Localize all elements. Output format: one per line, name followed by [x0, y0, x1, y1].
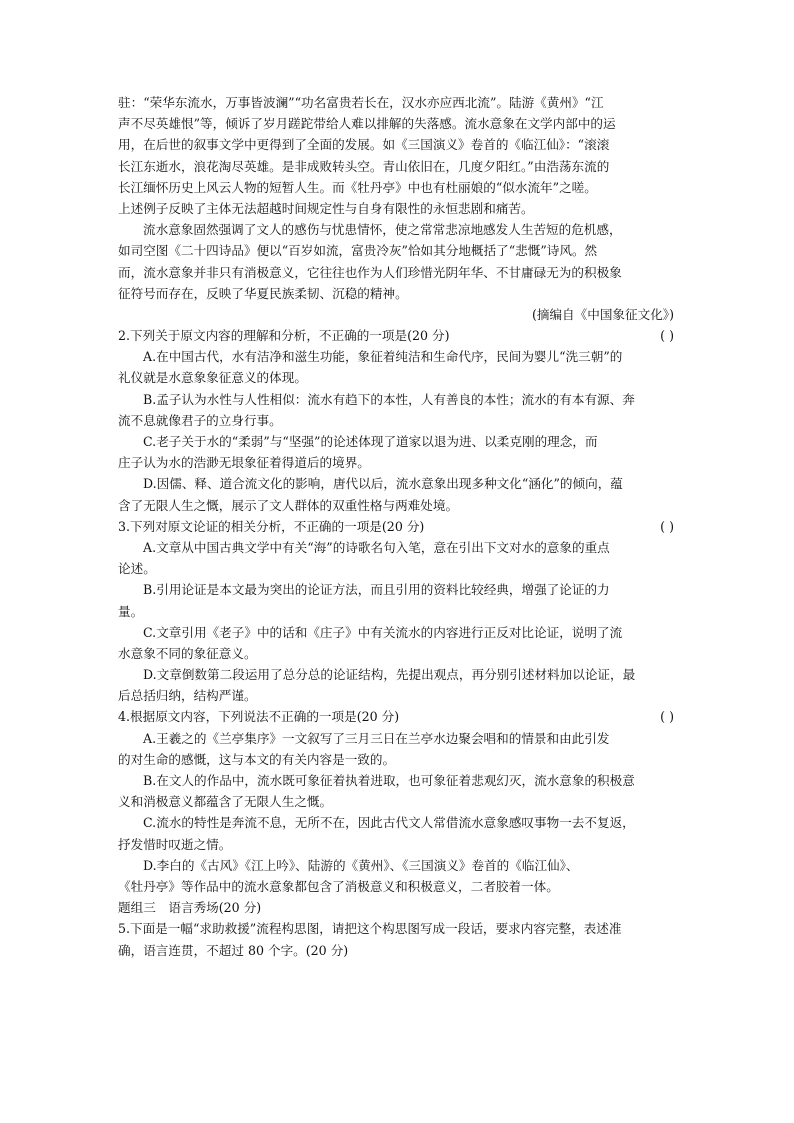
passage-paragraph-2 [118, 219, 674, 304]
option-c: C.老子关于水的“柔弱”与“坚强”的论述体现了道家以退为进、以柔克刚的理念，而 [143, 434, 598, 449]
question-5 [118, 918, 674, 960]
option-a-cont: 的对生命的感慨，这与本文的有关内容是一致的。 [118, 751, 396, 767]
option-c: C.流水的特性是奔流不息，无所不在，因此古代文人常借流水意象感叹事物一去不复返， [143, 815, 635, 831]
question-4 [118, 706, 674, 897]
option-c-cont: 庄子认为水的浩渺无垠象征着得道后的境界。 [118, 455, 370, 471]
option-a: A.文章从中国古典文学中有关“海”的诗歌名句入笔，意在引出下文对水的意象的重点 [143, 539, 610, 555]
passage-paragraph-1 [118, 92, 674, 219]
question-stem-text: 2.下列关于原文内容的理解和分析，不正确的一项是(20 分) [118, 328, 450, 344]
text-line: 征符号而存在，反映了华夏民族柔韧、沉稳的精神。 [118, 285, 408, 301]
text-line: 声不尽英雄恨”等，倾诉了岁月蹉跎带给人难以排解的失落感。流水意象在文学内部中的运 [118, 116, 616, 132]
question-2 [118, 325, 674, 516]
option-c-cont: 抒发惜时叹逝之情。 [118, 836, 232, 852]
text-line: 如司空图《二十四诗品》便以“百岁如流，富贵冷灰”恰如其分地概括了“悲慨”诗风。然 [118, 243, 598, 259]
text-line: 流水意象固然强调了文人的感伤与忧患情怀，使之常常悲凉地感发人生苦短的危机感， [143, 222, 622, 238]
question-stem-text: 4.根据原文内容，下列说法不正确的一项是(20 分) [118, 709, 400, 725]
answer-blank: ( ) [660, 328, 674, 344]
text-line: 而，流水意象并非只有消极意义，它往往也作为人们珍惜光阴年华、不甘庸碌无为的积极象 [118, 264, 622, 280]
question-stem-cont: 确，语言连贯，不超过 80 个字。(20 分) [118, 942, 349, 958]
answer-blank: ( ) [660, 709, 674, 725]
option-d-cont: 含了无限人生之慨，展示了文人群体的双重性格与两难处境。 [118, 497, 459, 513]
option-b: B.孟子认为水性与人性相似：流水有趋下的本性，人有善良的本性；流水的有本有源、奔 [143, 391, 635, 407]
group-3-heading: 题组三 语言秀场(20 分) [118, 900, 262, 916]
option-b: B.引用论证是本文最为突出的论证方法，而且引用的资料比较经典，增强了论证的力 [143, 582, 610, 598]
option-d: D.李白的《古风》《江上吟》、陆游的《黄州》、《三国演义》卷首的《临江仙》、 [143, 857, 579, 873]
option-c-cont: 水意象不同的象征意义。 [118, 645, 257, 661]
option-a-cont: 论述。 [118, 561, 156, 577]
option-a-cont: 礼仪就是水意象象征意义的体现。 [118, 370, 307, 386]
text-line: 驻：“荣华东流水，万事皆波澜”“功名富贵若长在，汉水亦应西北流”。陆游《黄州》“江 [118, 95, 604, 110]
document-page [118, 92, 674, 961]
option-d: D.因儒、释、道合流文化的影响，唐代以后，流水意象出现多种文化“涵化”的倾向，蕴 [143, 476, 623, 492]
question-stem [118, 325, 674, 346]
option-b: B.在文人的作品中，流水既可象征着执着进取，也可象征着悲观幻灭，流水意象的积极意 [143, 773, 635, 788]
option-b-cont: 流不息就像君子的立身行事。 [118, 412, 282, 428]
text-line: 长江东逝水，浪花淘尽英雄。是非成败转头空。青山依旧在，几度夕阳红。”由浩荡东流的 [118, 158, 610, 174]
answer-blank: ( ) [660, 518, 674, 534]
option-b-cont: 义和消极意义都蕴含了无限人生之慨。 [118, 794, 333, 810]
option-d-cont: 后总括归纳，结构严谨。 [118, 688, 257, 704]
source-citation: (摘编自《中国象征文化》) [531, 306, 674, 322]
text-line: 长江缅怀历史上风云人物的短暂人生。而《牡丹亭》中也有杜丽娘的“似水流年”之嗟。 [118, 179, 597, 195]
option-b-cont: 量。 [118, 603, 144, 619]
question-stem [118, 516, 674, 537]
question-stem-text: 3.下列对原文论证的相关分析，不正确的一项是(20 分) [118, 518, 425, 534]
option-a: A.王羲之的《兰亭集序》一文叙写了三月三日在兰亭水边聚会唱和的情景和由此引发 [143, 730, 610, 746]
question-stem: 5.下面是一幅“求助救援”流程构思图，请把这个构思图写成一段话，要求内容完整，表述准 [118, 921, 622, 937]
option-d-cont: 《牡丹亭》等作品中的流水意象都包含了消极意义和积极意义，二者胶着一体。 [118, 878, 559, 894]
question-3 [118, 516, 674, 707]
question-stem [118, 706, 674, 727]
option-a: A.在中国古代，水有洁净和滋生功能，象征着纯洁和生命代序，民间为婴儿“洗三朝”的 [143, 349, 623, 365]
text-line: 用，在后世的叙事文学中更得到了全面的发展。如《三国演义》卷首的《临江仙》：“滚滚 [118, 137, 610, 153]
option-d: D.文章倒数第二段运用了总分总的论证结构，先提出观点，再分别引述材料加以论证，最 [143, 667, 636, 683]
text-line: 上述例子反映了主体无法超越时间规定性与自身有限性的永恒悲剧和痛苦。 [118, 200, 534, 216]
option-c: C.文章引用《老子》中的话和《庄子》中有关流水的内容进行正反对比论证，说明了流 [143, 624, 623, 640]
